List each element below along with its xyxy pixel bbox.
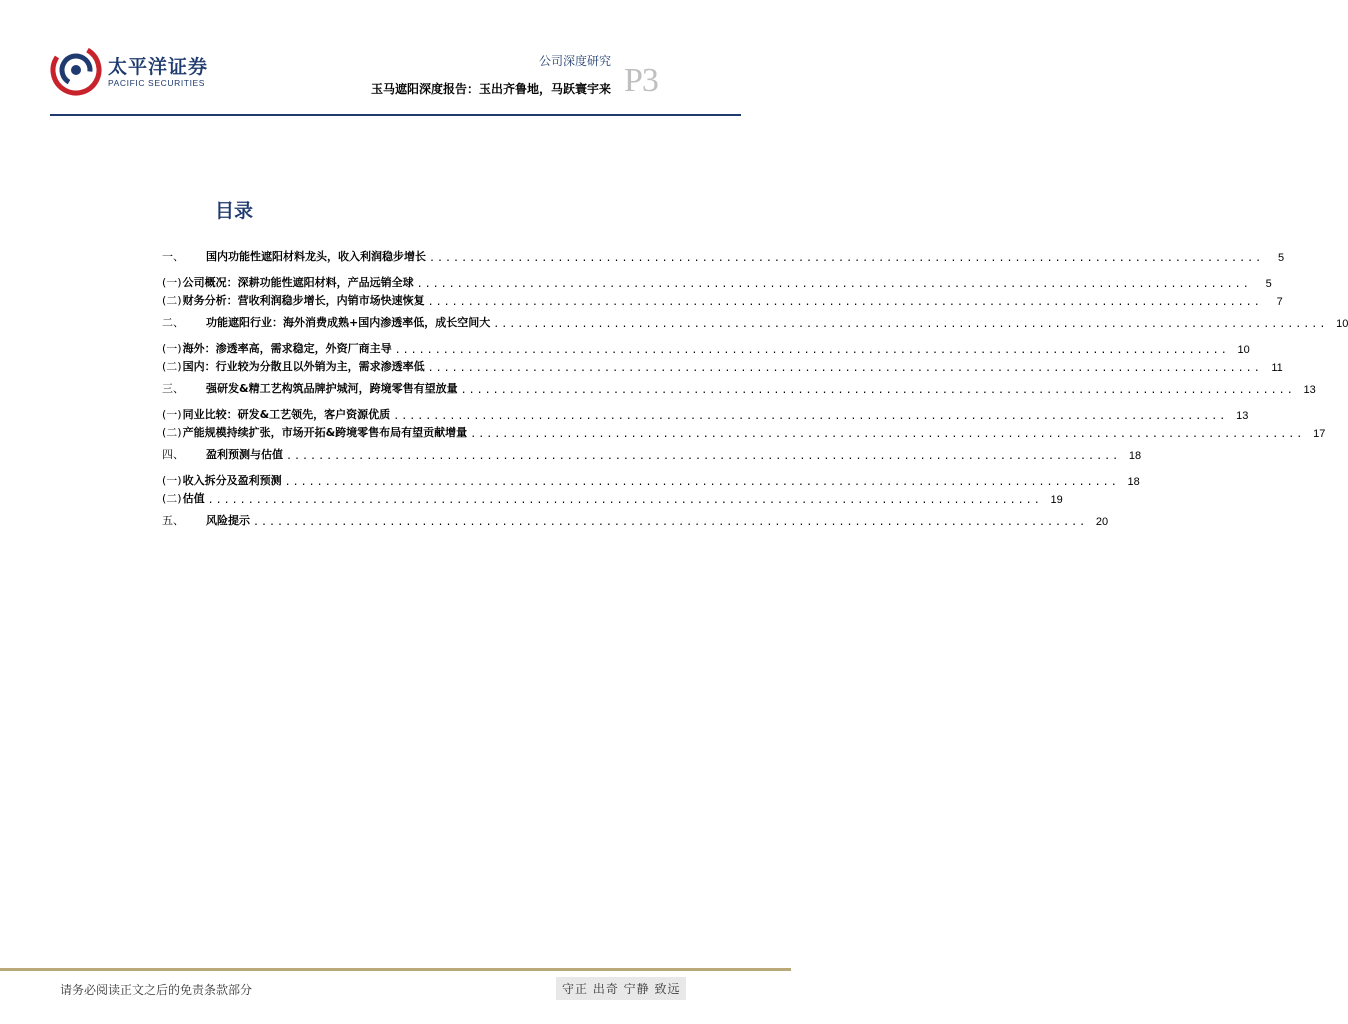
toc-entry-number: (二) — [162, 426, 182, 439]
toc-entry[interactable] — [162, 404, 1249, 422]
toc-entry-number: 三、 — [162, 382, 184, 395]
toc-entry-label: 公司概况：深耕功能性遮阳材料，产品远销全球 — [182, 276, 414, 289]
toc-leader-dots: ........................................................................................................ — [394, 345, 1229, 356]
toc-entry-page: 13 — [1236, 410, 1249, 422]
toc-entry-number: (二) — [162, 492, 182, 505]
toc-entry-label: 国内：行业较为分散且以外销为主，需求渗透率低 — [182, 360, 425, 373]
toc-entry-page: 20 — [1095, 516, 1109, 528]
toc-leader-dots: ........................................................................................................ — [493, 319, 1328, 330]
toc-entry[interactable] — [162, 444, 1142, 462]
toc-leader-dots: ........................................................................................................ — [470, 429, 1305, 440]
toc-entry[interactable] — [162, 488, 1063, 506]
toc-leader-dots: ........................................................................................................ — [393, 411, 1228, 422]
toc-entry-page: 13 — [1303, 384, 1316, 396]
toc-entry-page: 10 — [1237, 344, 1250, 356]
toc-entry[interactable] — [162, 356, 1283, 374]
company-logo — [50, 44, 230, 96]
toc-entry-number: 五、 — [162, 514, 184, 527]
logo-name-cn: 太平洋证券 — [108, 56, 209, 78]
toc-entry-page: 17 — [1313, 428, 1326, 440]
toc-entry-number: (一) — [162, 276, 182, 289]
toc-leader-dots: ........................................................................................................ — [429, 253, 1264, 264]
toc-leader-dots: ........................................................................................................ — [207, 495, 1042, 506]
toc-entry-label: 功能遮阳行业：海外消费成熟+国内渗透率低，成长空间大 — [206, 316, 491, 329]
footer-disclaimer: 请务必阅读正文之后的免责条款部分 — [60, 983, 253, 997]
toc-leader-dots: ........................................................................................................ — [416, 279, 1251, 290]
toc-heading: 目录 — [215, 200, 254, 222]
toc-entry-number: 一、 — [162, 250, 184, 263]
toc-entry-page: 5 — [1278, 252, 1285, 264]
toc-leader-dots: ........................................................................................................ — [253, 517, 1088, 528]
toc-entry-label: 盈利预测与估值 — [206, 448, 283, 461]
toc-entry-page: 11 — [1271, 362, 1283, 374]
toc-entry-label: 财务分析：营收利润稳步增长，内销市场快速恢复 — [182, 294, 425, 307]
pacific-securities-logo-icon — [50, 44, 102, 96]
toc-entry[interactable] — [162, 312, 1348, 330]
toc-entry-number: 四、 — [162, 448, 184, 461]
toc-leader-dots: ........................................................................................................ — [427, 297, 1262, 308]
toc-entry-label: 同业比较：研发&工艺领先，客户资源优质 — [182, 408, 391, 421]
toc-entry[interactable] — [162, 246, 1285, 264]
page-number: P3 — [624, 62, 658, 99]
footer-motto: 守正 出奇 宁静 致远 — [556, 977, 686, 1000]
toc-leader-dots: ........................................................................................................ — [460, 385, 1295, 396]
toc-entry-label: 强研发&精工艺构筑品牌护城河，跨境零售有望放量 — [206, 382, 458, 395]
toc-entry-number: (二) — [162, 294, 182, 307]
toc-entry[interactable] — [162, 338, 1250, 356]
toc-leader-dots: ........................................................................................................ — [427, 363, 1262, 374]
toc-entry[interactable] — [162, 510, 1109, 528]
toc-entry[interactable] — [162, 422, 1326, 440]
toc-entry-label: 估值 — [182, 492, 205, 505]
toc-entry-page: 7 — [1276, 296, 1283, 308]
toc-entry[interactable] — [162, 378, 1316, 396]
footer-divider — [0, 968, 791, 971]
toc-entry-number: (一) — [162, 408, 182, 421]
toc-entry-page: 10 — [1336, 318, 1348, 330]
toc-entry-label: 产能规模持续扩张，市场开拓&跨境零售布局有望贡献增量 — [182, 426, 468, 439]
header-divider — [50, 114, 741, 116]
toc-entry-page: 18 — [1127, 476, 1140, 488]
toc-entry-page: 18 — [1128, 450, 1142, 462]
toc-entry[interactable] — [162, 272, 1272, 290]
toc-entry-number: (一) — [162, 342, 182, 355]
toc-entry-label: 国内功能性遮阳材料龙头，收入利润稳步增长 — [206, 250, 426, 263]
toc-entry-number: (二) — [162, 360, 182, 373]
report-title: 玉马遮阳深度报告：玉出齐鲁地，马跃寰宇来 — [370, 82, 611, 96]
toc-entry-number: 二、 — [162, 316, 184, 329]
toc-entry-label: 收入拆分及盈利预测 — [182, 474, 282, 487]
toc-entry-label: 海外：渗透率高，需求稳定，外资厂商主导 — [182, 342, 392, 355]
toc-entry-page: 5 — [1265, 278, 1272, 290]
toc-entry-label: 风险提示 — [206, 514, 250, 527]
toc-entry-page: 19 — [1050, 494, 1063, 506]
toc-entry[interactable] — [162, 470, 1140, 488]
logo-name-en: PACIFIC SECURITIES — [108, 78, 206, 88]
report-type: 公司深度研究 — [538, 54, 611, 68]
toc-entry[interactable] — [162, 290, 1283, 308]
toc-leader-dots: ........................................................................................................ — [286, 451, 1121, 462]
toc-leader-dots: ........................................................................................................ — [284, 477, 1119, 488]
toc-entry-number: (一) — [162, 474, 182, 487]
